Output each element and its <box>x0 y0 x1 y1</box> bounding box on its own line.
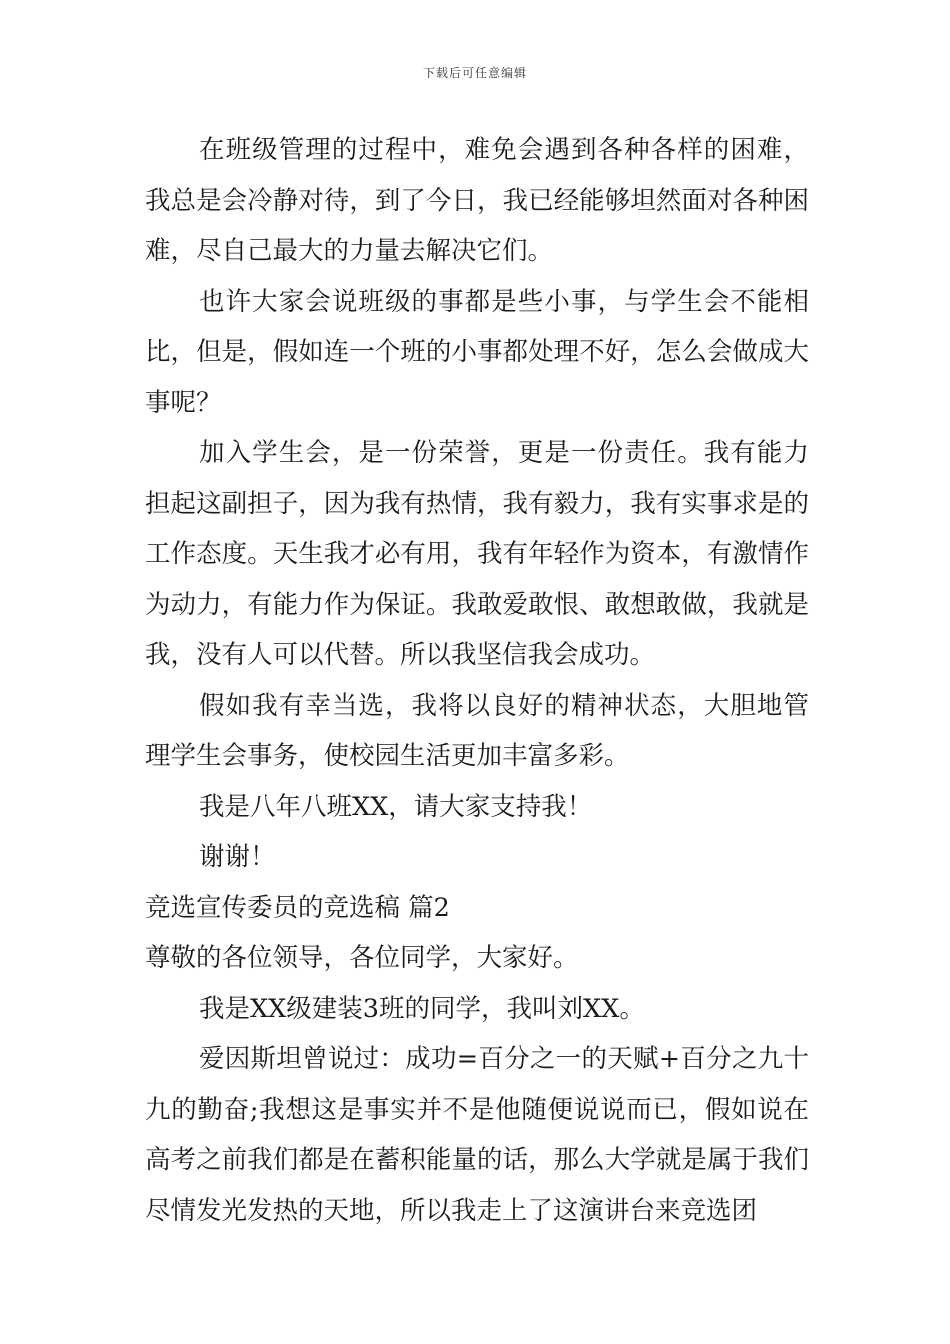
paragraph: 谢谢！ <box>199 842 276 872</box>
document-body <box>145 125 809 1236</box>
paragraph: 在班级管理的过程中，难免会遇到各种各样的困难，我总是会冷静对待，到了今日，我已经能够坦然面对各种困难，尽自己最大的力量去解决它们。 <box>145 135 809 266</box>
paragraph: 加入学生会，是一份荣誉，更是一份责任。我有能力担起这副担子，因为我有热情，我有毅力，我有实事求是的工作态度。天生我才必有用，我有年轻作为资本，有激情作为动力，有能力作为保证。我敢爱敢恨、敢想敢做，我就是我，没有人可以代替。所以我坚信我会成功。 <box>145 438 809 670</box>
paragraph: 爱因斯坦曾说过：成功=百分之一的天赋+百分之九十九的勤奋;我想这是事实并不是他随便说说而已，假如说在高考之前我们都是在蓄积能量的话，那么大学就是属于我们尽情发光发热的天地，所以我走上了这演讲台来竞选团 <box>145 1044 809 1226</box>
salutation: 尊敬的各位领导，各位同学，大家好。 <box>145 943 579 973</box>
paragraph: 假如我有幸当选，我将以良好的精神状态，大胆地管理学生会事务，使校园生活更加丰富多彩。 <box>145 690 809 771</box>
paragraph: 我是八年八班XX，请大家支持我！ <box>199 791 593 822</box>
page-header: 下载后可任意编辑 <box>422 66 527 80</box>
paragraph: 也许大家会说班级的事都是些小事，与学生会不能相比，但是，假如连一个班的小事都处理不好，怎么会做成大事呢？ <box>145 286 809 418</box>
section-title: 竞选宣传委员的竞选稿 篇2 <box>145 892 450 923</box>
paragraph: 我是XX级建装3班的同学，我叫刘XX。 <box>199 993 645 1024</box>
